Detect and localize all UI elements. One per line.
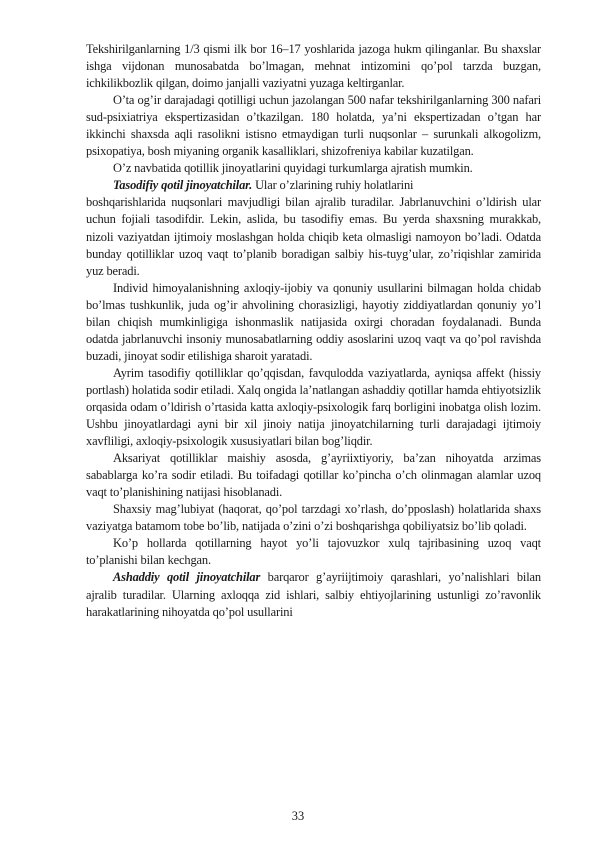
- paragraph-9: Shaxsiy mag’lubiyat (haqorat, qo’pol tarzdagi xo’rlash, do’pposlash) holatlarida shaxs vaziyatga batamom tobe bo’lib, natijada o’zini o’zi boshqarishga qobiliyatsiz bo’lib qoladi.: [86, 502, 541, 534]
- paragraph-8: Aksariyat qotilliklar maishiy asosda, g’ayriixtiyoriy, ba’zan nihoyatda arzimas sabablarga ko’ra sodir etiladi. Bu toifadagi qotillar ko’pincha o’ch olinmagan alamlar uzoq vaqt to’planishining natijasi hisoblanadi.: [86, 451, 541, 500]
- document-body: [86, 41, 541, 621]
- section-lead-hardened-killers: Ashaddiy qotil jinoyatchilar: [113, 570, 261, 585]
- section-lead-random-killers: Tasodifiy qotil jinoyatchilar.: [113, 178, 253, 193]
- paragraph-11-heading: Ashaddiy qotil jinoyatchilar barqaror g’ayriijtimoiy qarashlari, yo’nalishlari bilan ajralib turadilar. Ularning axloqqa zid ishlari, salbiy ehtiyojlarining ustunligi zo’ravonlik harakatlarining nihoyatda qo’pol usullarini: [86, 570, 541, 619]
- paragraph-4-heading: Tasodifiy qotil jinoyatchilar. Ular o’zlarining ruhiy holatlarini: [113, 178, 414, 193]
- paragraph-1: Tekshirilganlarning 1/3 qismi ilk bor 16–17 yoshlarida jazoga hukm qilinganlar. Bu shaxslar ishga vijdonan munosabatda bo’lmagan, mehnat intizomini qo’pol tarzda buzgan, ichkilikbozlik qilgan, doimo janjalli vaziyatni yuzaga keltirganlar.: [86, 42, 541, 91]
- paragraph-2: O’ta og’ir darajadagi qotilligi uchun jazolangan 500 nafar tekshirilganlarning 300 nafari sud-psixiatriya ekspertizasidan o’tkazilgan. 180 holatda, ya’ni ekspertizadan o’tgan har ikkinchi shaxsda aqli rasolikni istisno etmaydigan turli nuqsonlar – surunkali alkogolizm, psixopatiya, bosh miyaning organik kasalliklari, shizofreniya kabilar kuzatilgan.: [86, 93, 541, 159]
- page-number: 33: [291, 809, 305, 823]
- paragraph-6: Individ himoyalanishning axloqiy-ijobiy va qonuniy usullarini bilmagan holda chidab bo’lmas tushkunlik, juda og’ir ahvolining chorasizligi, hayotiy ziddiyatlardan qonuniy yo’l bilan chiqish mumkinligiga ishonmaslik natijasida oxirgi choradan foydalanadi. Bunda odatda jabrlanuvchi insoniy munosabatlarning oddiy asoslarini uzoq vaqt va qo’pol ravishda buzadi, jinoyat sodir etilishiga sharoit yaratadi.: [86, 280, 541, 363]
- paragraph-5: boshqarishlarida nuqsonlari mavjudligi bilan ajralib turadilar. Jabrlanuvchini o’ldirish ular uchun fojiali tasodifdir. Lekin, aslida, bu tasodifiy emas. Bu yerda shaxsning murakkab, nizoli vaziyatdan ijtimoiy moslashgan holda chiqib keta olmasligi namoyon bo’ladi. Odatda bunday qotilliklar uzoq vaqt to’planib boradigan salbiy his-tuyg’ular, zo’riqishlar zamirida yuz beradi.: [86, 195, 541, 278]
- paragraph-3: O’z navbatida qotillik jinoyatlarini quyidagi turkumlarga ajratish mumkin.: [113, 161, 473, 176]
- paragraph-10: Ko’p hollarda qotillarning hayot yo’li tajovuzkor xulq tajribasining uzoq vaqt to’planishi bilan kechgan.: [86, 536, 541, 568]
- paragraph-7: Ayrim tasodifiy qotilliklar qo’qqisdan, favqulodda vaziyatlarda, ayniqsa affekt (hissiy portlash) holatida sodir etiladi. Xalq ongida la’natlangan ashaddiy qotillar hamda ehtiyotsizlik orqasida odam o’ldirish o’rtasida katta axloqiy-psixologik farq borligini inobatga olish lozim. Ushbu jinoyatlardagi ayni bir xil jinoiy natija jinoyatchilarning turli darajadagi ijtimoiy xavfliligi, axloqiy-psixologik xususiyatlari bilan bog’liqdir.: [86, 365, 541, 449]
